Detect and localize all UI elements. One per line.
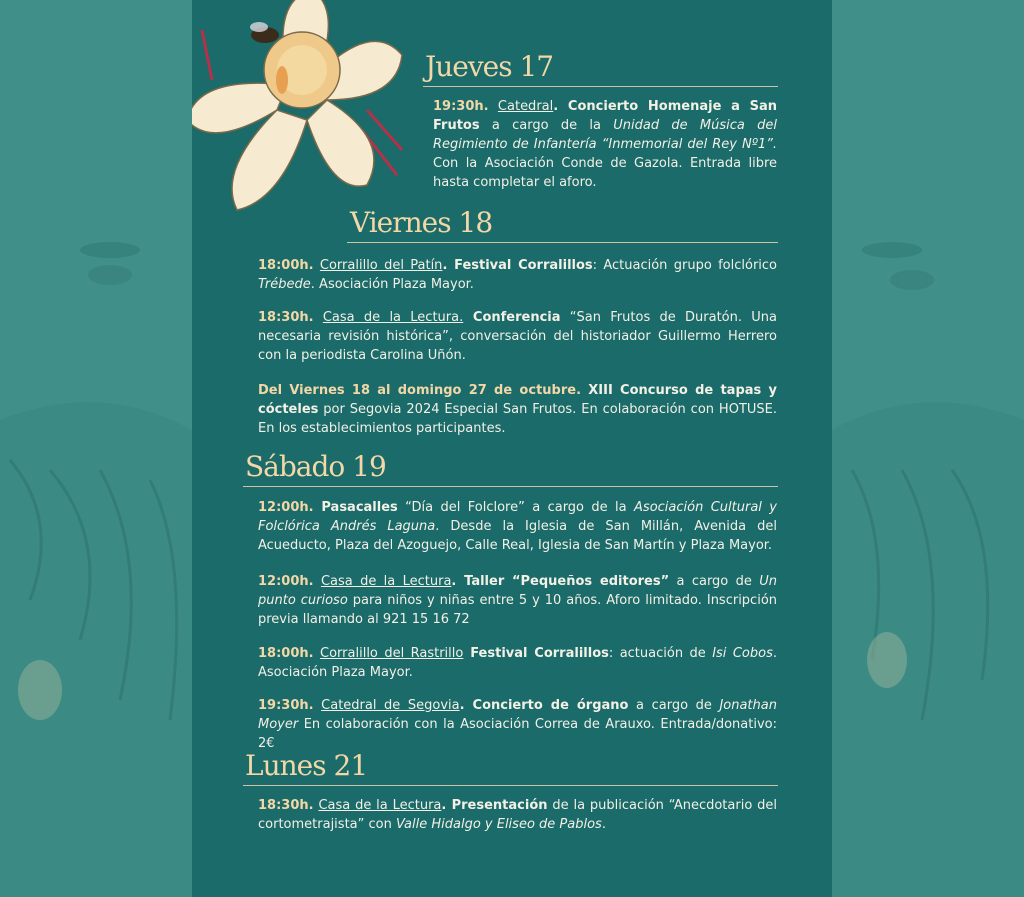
event-details: . — [601, 817, 606, 832]
portrait-illustration-left — [0, 0, 192, 897]
day-heading-sabado: Sábado 19 — [245, 450, 386, 483]
event-venue: Casa de la Lectura — [318, 798, 442, 813]
event-concurso-tapas — [258, 381, 777, 438]
event-title: Festival Corralillos — [447, 258, 593, 273]
event-venue: Casa de la Lectura — [320, 574, 452, 589]
event-details: Con la Asociación Conde de Gazola. Entrada libre hasta completar el aforo. — [433, 156, 777, 190]
event-venue-dot: . — [442, 258, 448, 273]
event-sabado-1200-pasacalles — [258, 498, 777, 555]
event-sabado-1930 — [258, 696, 777, 753]
event-title: XIII Concurso de tapas y cócteles — [258, 383, 777, 417]
event-lunes-1830 — [258, 796, 777, 834]
event-details: En colaboración con la Asociación Correa de Arauxo. Entrada/donativo: 2€ — [258, 717, 777, 751]
event-time: 12:00h. — [258, 574, 314, 589]
event-time: 19:30h. — [258, 698, 314, 713]
event-details: para niños y niñas entre 5 y 10 años. Aforo limitado. Inscripción previa llamando al 921 15 16 72 — [258, 593, 778, 627]
event-venue: Catedral — [497, 99, 554, 114]
event-text: a cargo de la — [479, 118, 614, 133]
event-performer: Jonathan Moyer — [258, 698, 777, 732]
event-performer: Un punto curioso — [258, 574, 777, 608]
event-text: : actuación de — [608, 646, 713, 661]
event-title: Concierto Homenaje a San Frutos — [433, 99, 777, 133]
event-time: 18:00h. — [258, 258, 314, 273]
left-background-portrait — [0, 0, 192, 897]
heading-rule — [243, 785, 778, 786]
event-performer: Valle Hidalgo y Eliseo de Pablos — [395, 817, 602, 832]
event-jueves-1930 — [433, 97, 777, 192]
event-venue: Catedral de Segovia — [321, 698, 460, 713]
event-details: . Asociación Plaza Mayor. — [258, 646, 777, 680]
event-title: Festival Corralillos — [463, 646, 609, 661]
event-time: 19:30h. — [433, 99, 489, 114]
event-performer: Asociación Cultural y Folclórica Andrés Laguna — [258, 500, 777, 534]
event-details: . Asociación Plaza Mayor. — [310, 277, 474, 292]
event-viernes-1800 — [258, 256, 777, 294]
program-panel — [192, 0, 832, 897]
event-performer: Unidad de Música del Regimiento de Infantería “Inmemorial del Rey Nº1”. — [433, 118, 777, 152]
event-time: 18:30h. — [258, 310, 314, 325]
event-time: 18:30h. — [258, 798, 314, 813]
event-title: Taller “Pequeños editores” — [456, 574, 670, 589]
event-dates: Del Viernes 18 al domingo 27 de octubre. — [258, 383, 582, 398]
event-venue-dot: . — [553, 99, 559, 114]
event-text: : Actuación grupo folclórico — [592, 258, 777, 273]
heading-rule — [423, 86, 778, 87]
event-details: “San Frutos de Duratón. Una necesaria revisión histórica”, conversación del historiador Guillermo Herrero con la periodista Carolina Uñón. — [258, 310, 777, 363]
event-text: a cargo de — [628, 698, 720, 713]
event-venue-dot: . — [459, 698, 465, 713]
event-title: Concierto de órgano — [464, 698, 629, 713]
right-background-portrait — [832, 0, 1024, 897]
event-text: “Día del Folclore” a cargo de la — [397, 500, 635, 515]
event-venue: Corralillo del Patín — [319, 258, 443, 273]
event-sabado-1200-taller — [258, 572, 777, 629]
event-title: Presentación — [446, 798, 548, 813]
portrait-illustration-right — [832, 0, 1024, 897]
event-sabado-1800 — [258, 644, 777, 682]
event-viernes-1830 — [258, 308, 777, 365]
event-details: . Desde la Iglesia de San Millán, Avenida del Acueducto, Plaza del Azoguejo, Calle Real, Iglesia de San Martín y Plaza Mayor. — [258, 519, 778, 553]
event-time: 18:00h. — [258, 646, 314, 661]
event-venue: Corralillo del Rastrillo — [320, 646, 464, 661]
event-text: a cargo de — [669, 574, 760, 589]
event-venue-dot: . — [451, 574, 457, 589]
event-venue-dot: . — [441, 798, 447, 813]
event-details: por Segovia 2024 Especial San Frutos. En colaboración con HOTUSE. En los establecimientos participantes. — [258, 402, 777, 436]
event-title: Conferencia — [463, 310, 561, 325]
event-title: Pasacalles — [313, 500, 398, 515]
day-heading-viernes: Viernes 18 — [350, 206, 493, 239]
daffodil-bee-illustration — [192, 0, 417, 215]
event-time: 12:00h. — [258, 500, 314, 515]
day-heading-jueves: Jueves 17 — [425, 50, 554, 83]
heading-rule — [243, 486, 778, 487]
event-text: de la publicación “Anecdotario del cortometrajista” con — [258, 798, 777, 832]
event-venue: Casa de la Lectura. — [322, 310, 464, 325]
event-performer: Trébede — [258, 277, 311, 292]
day-heading-lunes: Lunes 21 — [245, 749, 368, 782]
heading-rule — [347, 242, 778, 243]
event-performer: Isi Cobos — [712, 646, 773, 661]
